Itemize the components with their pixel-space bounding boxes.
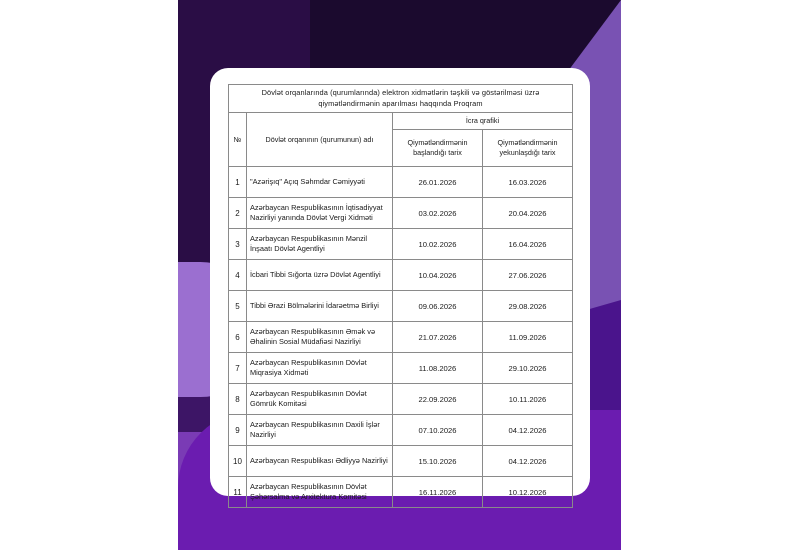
row-start-date: 11.08.2026: [393, 353, 483, 384]
row-start-date: 16.11.2026: [393, 477, 483, 508]
table-row: [229, 353, 573, 384]
table-header-row-primary: [229, 113, 573, 130]
table-row: [229, 167, 573, 198]
row-number: 11: [229, 477, 247, 508]
row-start-date: 26.01.2026: [393, 167, 483, 198]
row-number: 5: [229, 291, 247, 322]
row-number: 8: [229, 384, 247, 415]
document-card: [210, 68, 590, 502]
row-end-date: 04.12.2026: [483, 415, 573, 446]
table-row: [229, 291, 573, 322]
row-number: 4: [229, 260, 247, 291]
row-end-date: 16.04.2026: [483, 229, 573, 260]
table-row: [229, 477, 573, 508]
header-no: №: [229, 113, 247, 167]
row-end-date: 16.03.2026: [483, 167, 573, 198]
row-organization: "Azərişıq" Açıq Səhmdar Cəmiyyəti: [247, 167, 393, 198]
row-number: 7: [229, 353, 247, 384]
table-row: [229, 322, 573, 353]
row-start-date: 03.02.2026: [393, 198, 483, 229]
table-row: [229, 229, 573, 260]
row-number: 6: [229, 322, 247, 353]
row-organization: Azərbaycan Respublikası Ədliyyə Nazirliyi: [247, 446, 393, 477]
row-end-date: 10.12.2026: [483, 477, 573, 508]
row-organization: İcbari Tibbi Sığorta üzrə Dövlət Agentliyi: [247, 260, 393, 291]
row-organization: Azərbaycan Respublikasının Daxili İşlər Nazirliyi: [247, 415, 393, 446]
row-organization: Azərbaycan Respublikasının İqtisadiyyat Nazirliyi yanında Dövlət Vergi Xidməti: [247, 198, 393, 229]
row-start-date: 21.07.2026: [393, 322, 483, 353]
row-end-date: 11.09.2026: [483, 322, 573, 353]
row-start-date: 10.02.2026: [393, 229, 483, 260]
row-end-date: 27.06.2026: [483, 260, 573, 291]
table-row: [229, 198, 573, 229]
row-start-date: 15.10.2026: [393, 446, 483, 477]
row-end-date: 29.08.2026: [483, 291, 573, 322]
table-row: [229, 415, 573, 446]
header-schedule: İcra qrafiki: [393, 113, 573, 130]
table-title: Dövlət orqanlarında (qurumlarında) elektron xidmətlərin təşkili və göstərilməsi üzrə qiymətləndirmənin aparılması haqqında Proqram: [229, 85, 573, 113]
header-start-date: Qiymətləndirmənin başlandığı tarix: [393, 130, 483, 167]
row-end-date: 29.10.2026: [483, 353, 573, 384]
row-start-date: 22.09.2026: [393, 384, 483, 415]
row-organization: Azərbaycan Respublikasının Dövlət Şəhərsalma və Arxitektura Komitəsi: [247, 477, 393, 508]
row-start-date: 09.06.2026: [393, 291, 483, 322]
row-end-date: 20.04.2026: [483, 198, 573, 229]
row-end-date: 10.11.2026: [483, 384, 573, 415]
row-organization: Azərbaycan Respublikasının Mənzil İnşaatı Dövlət Agentliyi: [247, 229, 393, 260]
program-schedule-table: [228, 84, 573, 508]
header-end-date: Qiymətləndirmənin yekunlaşdığı tarix: [483, 130, 573, 167]
row-number: 9: [229, 415, 247, 446]
row-number: 10: [229, 446, 247, 477]
row-number: 2: [229, 198, 247, 229]
table-row: [229, 384, 573, 415]
row-start-date: 10.04.2026: [393, 260, 483, 291]
table-body: [229, 85, 573, 508]
row-number: 1: [229, 167, 247, 198]
row-organization: Azərbaycan Respublikasının Dövlət Gömrük Komitəsi: [247, 384, 393, 415]
row-start-date: 07.10.2026: [393, 415, 483, 446]
table-title-row: [229, 85, 573, 113]
row-end-date: 04.12.2026: [483, 446, 573, 477]
header-organization-name: Dövlət orqanının (qurumunun) adı: [247, 113, 393, 167]
row-number: 3: [229, 229, 247, 260]
table-row: [229, 446, 573, 477]
row-organization: Azərbaycan Respublikasının Dövlət Miqrasiya Xidməti: [247, 353, 393, 384]
row-organization: Tibbi Ərazi Bölmələrini İdarəetmə Birliyi: [247, 291, 393, 322]
table-row: [229, 260, 573, 291]
row-organization: Azərbaycan Respublikasının Əmək və Əhalinin Sosial Müdafiəsi Nazirliyi: [247, 322, 393, 353]
